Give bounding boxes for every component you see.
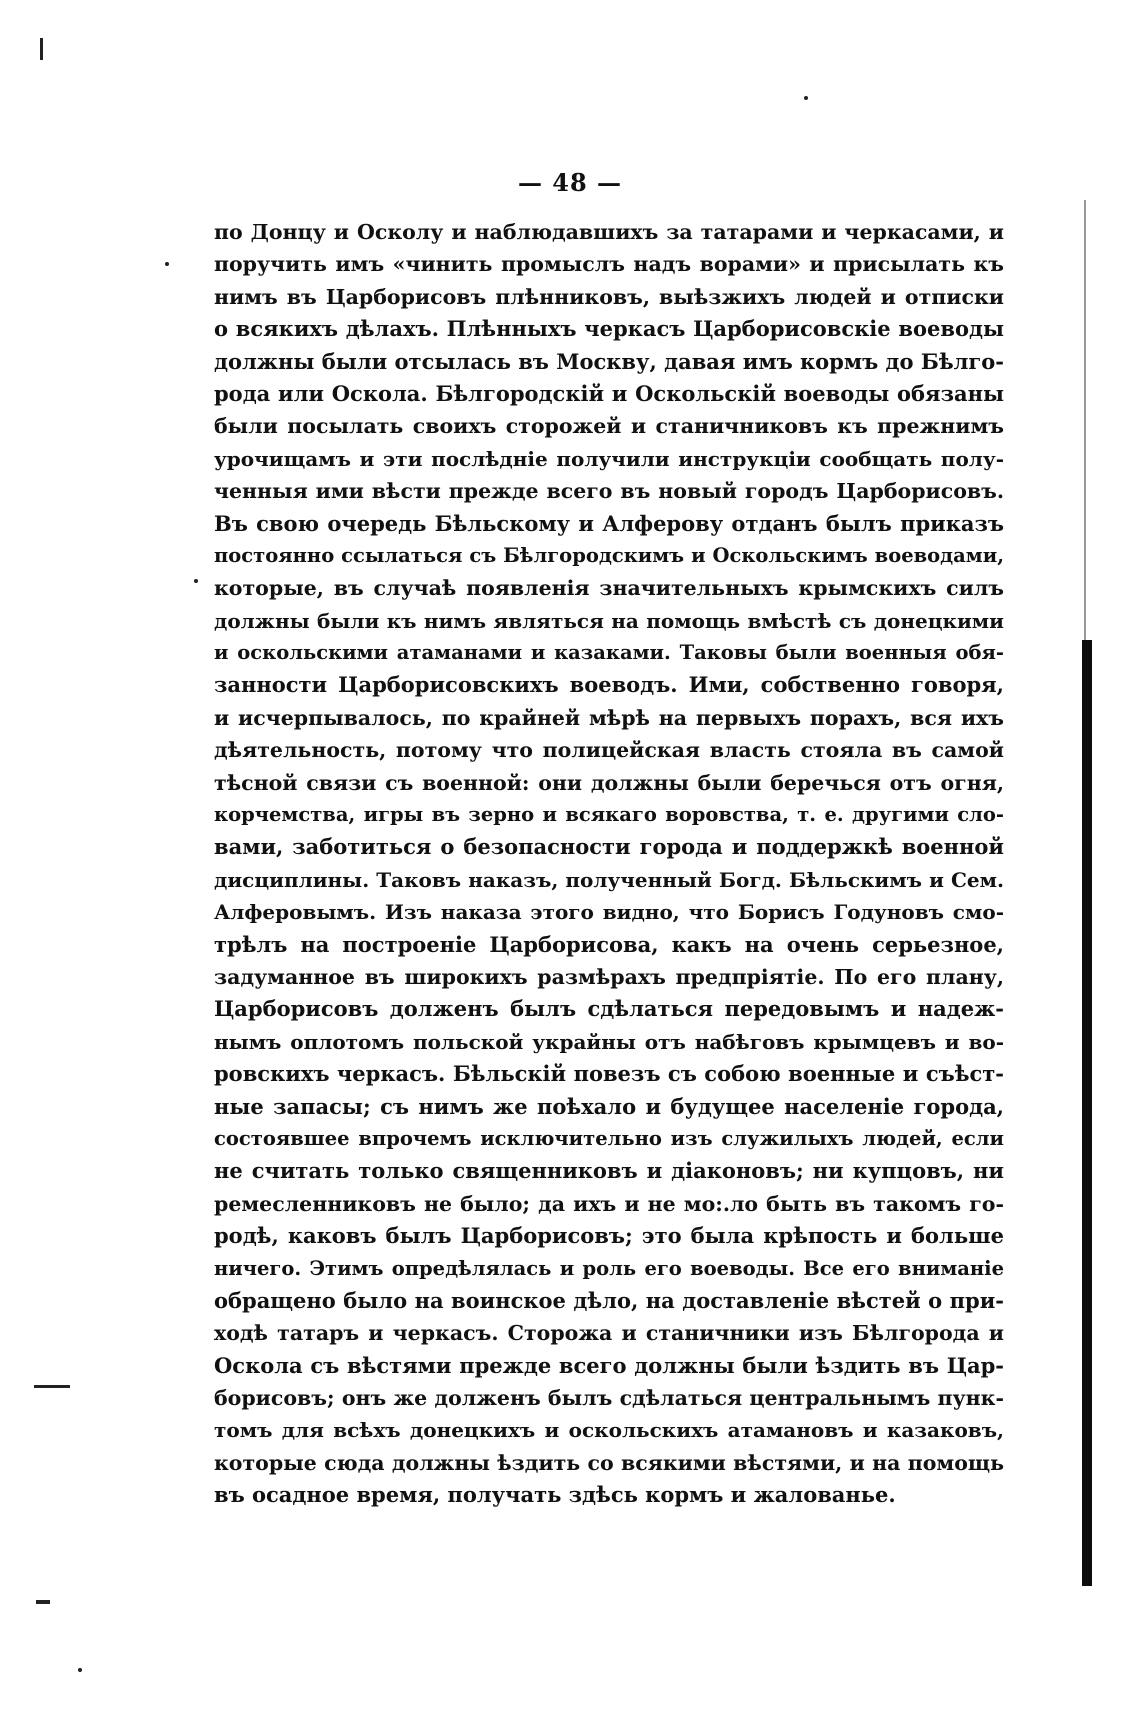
text-line: занности Царборисовскихъ воеводъ. Ими, собственно говоря, [214,672,1004,698]
text-line: ровскихъ черкасъ. Бѣльскій повезъ съ собою военные и съѣст- [214,1061,1004,1087]
margin-dash-mark-lower [36,1600,50,1604]
text-line: задуманное въ широкихъ размѣрахъ предпріятіе. По его плану, [214,964,1004,989]
text-line: обращено было на воинское дѣло, на доставленіе вѣстей о при- [214,1287,1004,1313]
text-line: нимъ въ Царборисовъ плѣнниковъ, выѣзжихъ людей и отписки [214,284,1004,309]
text-line: Царборисовъ долженъ былъ сдѣлаться передовымъ и надеж- [214,996,1004,1022]
text-line: Алферовымъ. Изъ наказа этого видно, что Борисъ Годуновъ смо- [214,900,1004,925]
binding-edge-bar [1082,640,1092,1586]
text-line: трѣлъ на построеніе Царборисова, какъ на очень серьезное, [214,931,1004,957]
text-line: ченныя ими вѣсти прежде всего въ новый городъ Царборисовъ. [214,479,1004,504]
text-line: постоянно ссылаться съ Бѣлгородскимъ и Оскольскимъ воеводами, [214,543,1004,567]
text-line: ремесленниковъ не было; да ихъ и не мо:.ло быть въ такомъ го- [214,1191,1004,1216]
text-line: рода или Оскола. Бѣлгородскій и Оскольскій воеводы обязаны [214,380,1004,406]
text-line: Оскола съ вѣстями прежде всего должны были ѣздить въ Цар- [214,1352,1004,1378]
text-line: которые, въ случаѣ появленія значительныхъ крымскихъ силъ [214,576,1004,601]
margin-dash-mark [34,1385,70,1388]
page-number: — 48 — [517,168,623,197]
scan-speck [804,96,808,100]
text-line: тѣсной связи съ военной: они должны были беречься отъ огня, [214,770,1004,795]
body-text [214,216,1004,1512]
text-line: не считать только священниковъ и діаконовъ; ни купцовъ, ни [214,1158,1004,1184]
text-line: и исчерпывалось, по крайней мѣрѣ на первыхъ порахъ, вся ихъ [214,705,1004,730]
text-line: ничего. Этимъ опредѣлялась и роль его воеводы. Все его вниманіе [214,1256,1004,1280]
text-line: корчемства, игры въ зерно и всякаго воровства, т. е. другими сло- [214,803,1004,827]
text-line: Въ свою очередь Бѣльскому и Алферову отданъ былъ приказъ [214,510,1004,536]
text-line: борисовъ; онъ же долженъ былъ сдѣлаться центральнымъ пунк- [214,1386,1004,1411]
text-line: и оскольскими атаманами и казаками. Таковы были военныя обя- [214,641,1004,665]
text-line: поручить имъ «чинить промыслъ надъ ворами» и присылать къ [214,252,1004,277]
text-line: должны были отсылась въ Москву, давая имъ кормъ до Бѣлго- [214,348,1004,374]
margin-tick-mark [40,38,43,60]
scan-speck [165,262,169,266]
text-line: родѣ, каковъ былъ Царборисовъ; это была крѣпость и больше [214,1223,1004,1249]
text-line: были посылать своихъ сторожей и станичниковъ къ прежнимъ [214,414,1004,439]
text-line: о всякихъ дѣлахъ. Плѣнныхъ черкасъ Царборисовскіе воеводы [214,316,1004,342]
text-line: нымъ оплотомъ польской украйны отъ набѣговъ крымцевъ и во- [214,1029,1004,1054]
text-line: вами, заботиться о безопасности города и поддержкѣ военной [214,834,1004,860]
text-line: ные запасы; съ нимъ же поѣхало и будущее населеніе города, [214,1093,1004,1119]
text-line: дисциплины. Таковъ наказъ, полученный Богд. Бѣльскимъ и Сем. [214,867,1004,892]
text-line: состоявшее впрочемъ исключительно изъ служилыхъ людей, если [214,1126,1004,1150]
text-line: урочищамъ и эти послѣдніе получили инструкціи сообщать полу- [214,446,1004,471]
scan-speck [194,579,198,583]
text-line: ходѣ татаръ и черкасъ. Сторожа и станичники изъ Бѣлгорода и [214,1321,1004,1346]
text-line-last: въ осадное время, получать здѣсь кормъ и жалованье. [214,1482,896,1508]
text-line: томъ для всѣхъ донецкихъ и оскольскихъ атамановъ и казаковъ, [214,1418,1004,1443]
scan-speck [78,1668,82,1672]
text-line: которые сюда должны ѣздить со всякими вѣстями, и на помощь [214,1450,1004,1475]
binding-edge-shadow [1084,200,1086,640]
text-line: по Донцу и Осколу и наблюдавшихъ за татарами и черкасами, и [214,220,1004,244]
text-line: должны были къ нимъ являться на помощь вмѣстѣ съ донецкими [214,608,1004,633]
text-line: дѣятельность, потому что полицейская власть стояла въ самой [214,738,1004,763]
